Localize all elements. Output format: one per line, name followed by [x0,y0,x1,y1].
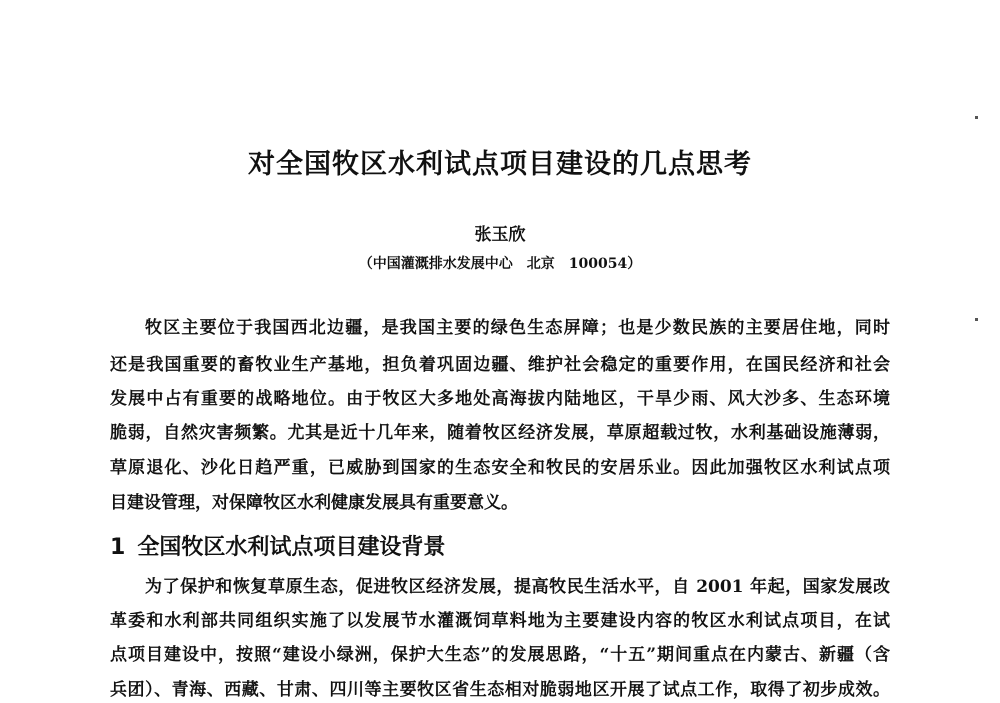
abstract-line: 草原退化、沙化日趋严重，已威胁到国家的生态安全和牧民的安居乐业。因此加强牧区水利试点项 [110,458,890,478]
body-line: 为了保护和恢复草原生态，促进牧区经济发展，提高牧民生活水平，自 2001 年起，国家发展改 [145,577,890,597]
body-line: 兵团）、青海、西藏、甘肃、四川等主要牧区省生态相对脆弱地区开展了试点工作，取得了初步成效。 [110,680,890,700]
abstract-line: 发展中占有重要的战略地位。由于牧区大多地处高海拔内陆地区，干旱少雨、风大沙多、生态环境 [110,389,890,409]
abstract-line: 目建设管理，对保障牧区水利健康发展具有重要意义。 [110,493,518,513]
author-name: 张玉欣 [474,225,526,245]
abstract-line: 还是我国重要的畜牧业生产基地，担负着巩固边疆、维护社会稳定的重要作用，在国民经济和社会 [110,355,890,375]
section-heading [110,530,445,561]
section-number: 1 [110,535,126,560]
body-line: 点项目建设中，按照“建设小绿洲，保护大生态”的发展思路，“十五”期间重点在内蒙古、新疆（含 [110,645,890,665]
paper-title: 对全国牧区水利试点项目建设的几点思考 [248,149,752,180]
scan-speck [975,318,978,321]
body-line: 革委和水利部共同组织实施了以发展节水灌溉饲草料地为主要建设内容的牧区水利试点项目，在试 [110,611,890,631]
section-title: 全国牧区水利试点项目建设背景 [137,534,446,560]
abstract-line: 牧区主要位于我国西北边疆，是我国主要的绿色生态屏障；也是少数民族的主要居住地，同时 [145,318,890,338]
abstract-line: 脆弱，自然灾害频繁。尤其是近十几年来，随着牧区经济发展，草原超载过牧，水利基础设施薄弱， [110,423,890,443]
author-affiliation: （中国灌溉排水发展中心 北京 100054） [358,256,642,272]
scan-speck [975,116,978,119]
